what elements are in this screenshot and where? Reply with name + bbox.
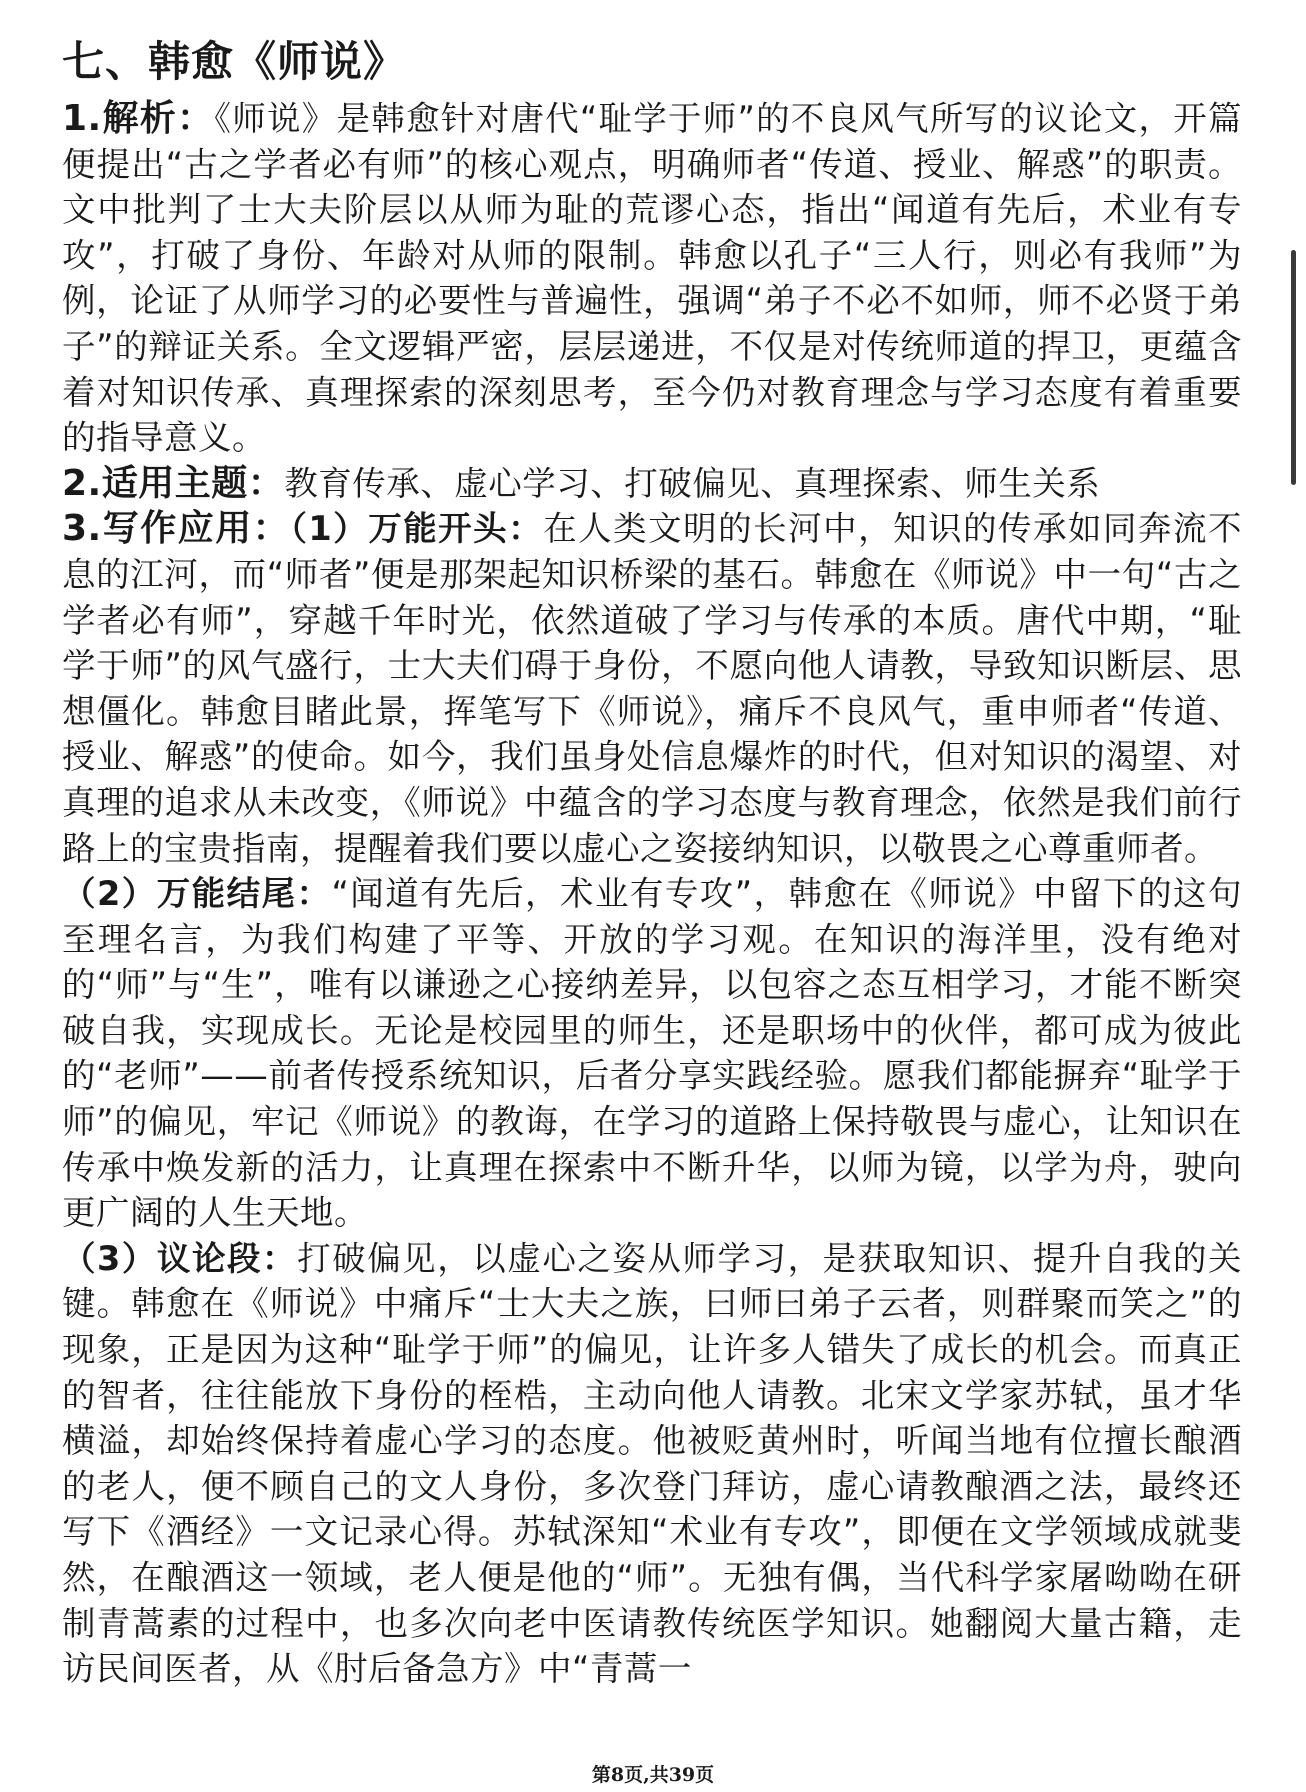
opening-label: （1）万能开头： (290, 509, 544, 549)
argument-label: （3）议论段： (62, 1238, 298, 1278)
argument-text: 打破偏见，以虚心之姿从师学习，是获取知识、提升自我的关键。韩愈在《师说》中痛斥“士大夫之族，曰师曰弟子云者，则群聚而笑之”的现象，正是因为这种“耻学于师”的偏见，让许多人错失了成长的机会。而真正的智者，往往能放下身份的桎梏，主动向他人请教。北宋文学家苏轼，虽才华横溢，却始终保持着虚心学习的态度。他被贬黄州时，听闻当地有位擅长酿酒的老人，便不顾自己的文人身份，多次登门拜访，虚心请教酿酒之法，最终还写下《酒经》一文记录心得。苏轼深知“术业有专攻”，即便在文学领域成就斐然，在酿酒这一领域，老人便是他的“师”。无独有偶，当代科学家屠呦呦在研制青蒿素的过程中，也多次向老中医请教传统医学知识。她翻阅大量古籍，走访民间医者，从《肘后备急方》中“青蒿一 (62, 1238, 1242, 1689)
writing-opening-paragraph (62, 506, 1242, 871)
writing-label: 3.写作应用： (62, 508, 291, 550)
themes-text: 教育传承、虚心学习、打破偏见、真理探索、师生关系 (284, 463, 1101, 503)
section-title: 七、韩愈《师说》 (62, 37, 407, 86)
ending-label: （2）万能结尾： (62, 874, 332, 914)
ending-text: “闻道有先后，术业有专攻”，韩愈在《师说》中留下的这句至理名言，为我们构建了平等、开放的学习观。在知识的海洋里，没有绝对的“师”与“生”，唯有以谦逊之心接纳差异，以包容之态互相学习，才能不断突破自我，实现成长。无论是校园里的师生，还是职场中的伙伴，都可成为彼此的“老师”——前者传授系统知识，后者分享实践经验。愿我们都能摒弃“耻学于师”的偏见，牢记《师说》的教诲，在学习的道路上保持敬畏与虚心，让知识在传承中焕发新的活力，让真理在探索中不断升华，以师为镜，以学为舟，驶向更广阔的人生天地。 (62, 874, 1242, 1233)
document-page (62, 30, 1242, 1692)
themes-paragraph (62, 461, 1242, 507)
analysis-label: 1.解析： (62, 98, 215, 139)
page-number: 第8页,共39页 (591, 1764, 715, 1786)
analysis-text: 《师说》是韩愈针对唐代“耻学于师”的不良风气所写的议论文，开篇便提出“古之学者必有师”的核心观点，明确师者“传道、授业、解惑”的职责。文中批判了士大夫阶层以从师为耻的荒谬心态，指出“闻道有先后，术业有专攻”，打破了身份、年龄对从师的限制。韩愈以孔子“三人行，则必有我师”为例，论证了从师学习的必要性与普遍性，强调“弟子不必不如师，师不必贤于弟子”的辩证关系。全文逻辑严密，层层递进，不仅是对传统师道的捍卫，更蕴含着对知识传承、真理探索的深刻思考，至今仍对教育理念与学习态度有着重要的指导意义。 (62, 99, 1242, 458)
themes-label: 2.适用主题： (62, 462, 285, 504)
analysis-paragraph (62, 96, 1242, 461)
ending-paragraph (62, 871, 1242, 1236)
argument-paragraph (62, 1236, 1242, 1692)
scrollbar-thumb[interactable] (1291, 250, 1296, 485)
opening-text: 在人类文明的长河中，知识的传承如同奔流不息的江河，而“师者”便是那架起知识桥梁的基石。韩愈在《师说》中一句“古之学者必有师”，穿越千年时光，依然道破了学习与传承的本质。唐代中期，“耻学于师”的风气盛行，士大夫们碍于身份，不愿向他人请教，导致知识断层、思想僵化。韩愈目睹此景，挥笔写下《师说》，痛斥不良风气，重申师者“传道、授业、解惑”的使命。如今，我们虽身处信息爆炸的时代，但对知识的渴望、对真理的追求从未改变，《师说》中蕴含的学习态度与教育理念，依然是我们前行路上的宝贵指南，提醒着我们要以虚心之姿接纳知识，以敬畏之心尊重师者。 (62, 509, 1243, 868)
